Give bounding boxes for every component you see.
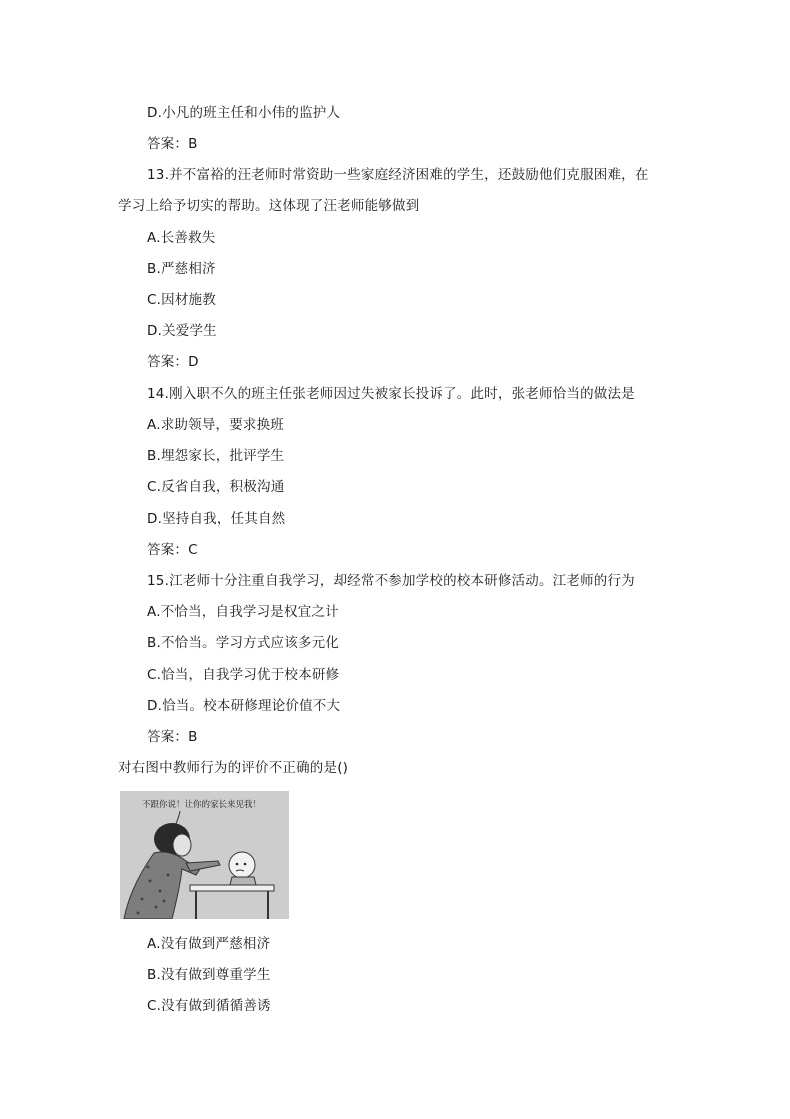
q15-option-a: A.不恰当，自我学习是权宜之计 [147, 604, 339, 620]
q14-option-b: B.埋怨家长，批评学生 [147, 448, 285, 464]
q12-answer: 答案：B [147, 136, 198, 152]
q16-option-b: B.没有做到尊重学生 [147, 967, 271, 983]
q13-answer: 答案：D [147, 354, 199, 370]
q13-option-a: A.长善救失 [147, 230, 216, 246]
q16-option-c: C.没有做到循循善诱 [147, 998, 271, 1014]
q14-option-c: C.反省自我，积极沟通 [147, 479, 285, 495]
q14-option-a: A.求助领导，要求换班 [147, 417, 284, 433]
teacher-scolding-cartoon [120, 791, 289, 919]
q15-answer: 答案：B [147, 729, 198, 745]
q13-option-d: D.关爱学生 [147, 323, 217, 339]
q14-answer: 答案：C [147, 542, 198, 558]
q15-option-b: B.不恰当。学习方式应该多元化 [147, 635, 340, 651]
q13-stem-line2: 学习上给予切实的帮助。这体现了汪老师能够做到 [118, 198, 420, 214]
q14-option-d: D.坚持自我，任其自然 [147, 511, 286, 527]
q13-option-c: C.因材施教 [147, 292, 216, 308]
q16-option-a: A.没有做到严慈相济 [147, 936, 271, 952]
q15-option-c: C.恰当，自我学习优于校本研修 [147, 667, 340, 683]
q15-option-d: D.恰当。校本研修理论价值不大 [147, 698, 341, 714]
q15-stem: 15.江老师十分注重自我学习，却经常不参加学校的校本研修活动。江老师的行为 [147, 573, 635, 589]
q13-option-b: B.严慈相济 [147, 261, 216, 277]
q16-stem: 对右图中教师行为的评价不正确的是() [118, 760, 349, 776]
q14-stem: 14.刚入职不久的班主任张老师因过失被家长投诉了。此时，张老师恰当的做法是 [147, 386, 635, 402]
cartoon-speech-text: 不跟你说！让你的家长来见我！ [142, 800, 262, 810]
q13-stem-line1: 13.并不富裕的汪老师时常资助一些家庭经济困难的学生，还鼓励他们克服困难，在 [147, 167, 649, 183]
q12-option-d: D.小凡的班主任和小伟的监护人 [147, 105, 341, 121]
